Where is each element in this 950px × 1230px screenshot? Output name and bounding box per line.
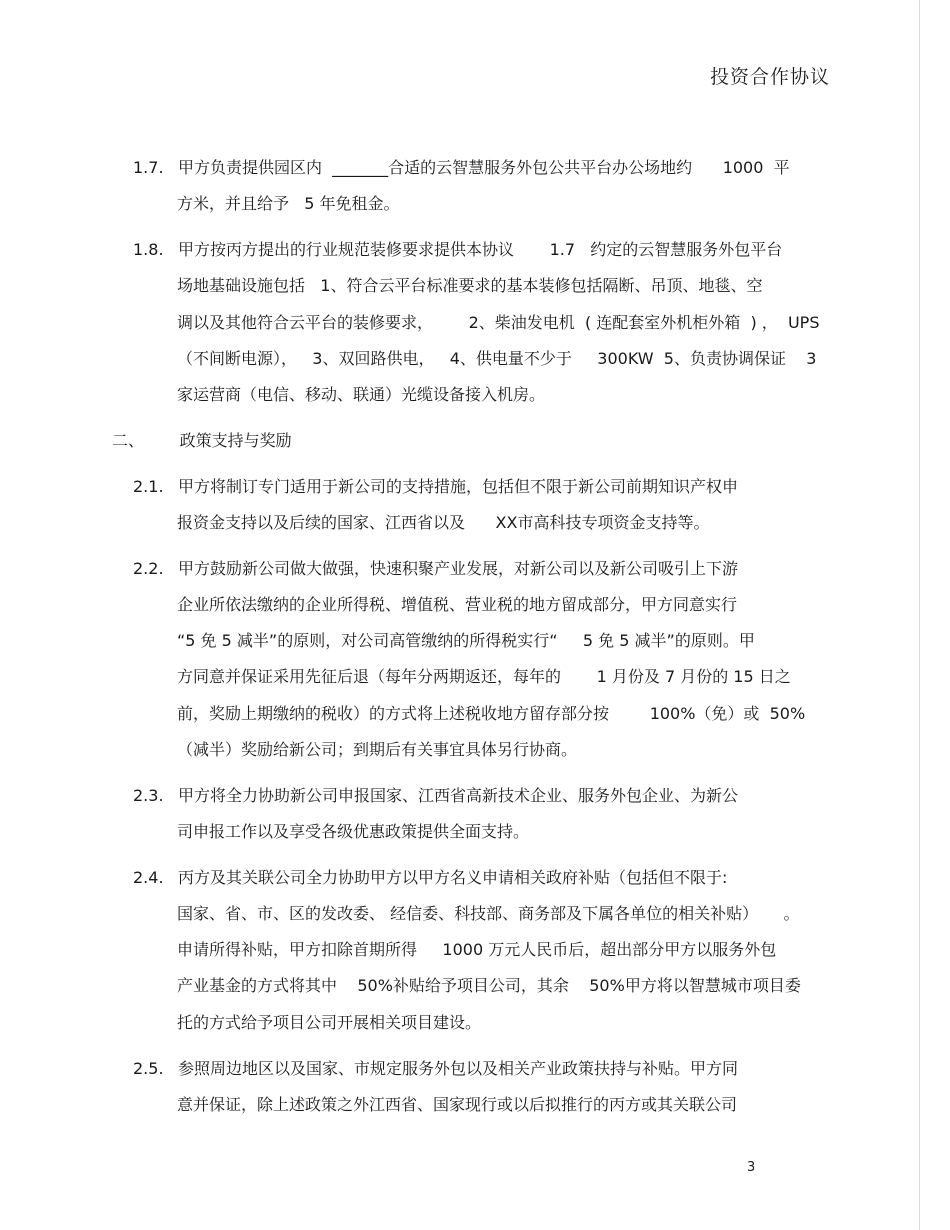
clause-text-line: 甲方负责提供园区内 _______合适的云智慧服务外包公共平台办公场地约 1000 平 bbox=[178, 158, 790, 177]
clause-text-line: 申请所得补贴，甲方扣除首期所得 1000 万元人民币后，超出部分甲方以服务外包 bbox=[177, 940, 777, 959]
clause-text-line: “5 免 5 减半”的原则，对公司高管缴纳的所得税实行“ 5 免 5 减半”的原则。甲 bbox=[177, 631, 755, 650]
clause-text-line: （减半）奖励给新公司；到期后有关事宜具体另行协商。 bbox=[177, 740, 578, 759]
clause-text-line: 甲方鼓励新公司做大做强，快速积聚产业发展，对新公司以及新公司吸引上下游 bbox=[178, 559, 739, 578]
clause-text-line: 方同意并保证采用先征后退（每年分两期返还，每年的 1 月份及 7 月份的 15 日之 bbox=[177, 667, 791, 686]
clause-number: 2.2. bbox=[133, 559, 164, 578]
clause-text-line: 调以及其他符合云平台的装修要求， 2、柴油发电机 ( 连配套室外机柜外箱 ) ， UPS bbox=[177, 313, 820, 332]
clause-number: 2.5. bbox=[133, 1059, 164, 1078]
clause-number: 2.1. bbox=[133, 477, 164, 496]
clause-text-line: 场地基础设施包括 1、符合云平台标准要求的基本装修包括隔断、吊顶、地毯、空 bbox=[177, 276, 763, 295]
clause-text-line: 企业所依法缴纳的企业所得税、增值税、营业税的地方留成部分，甲方同意实行 bbox=[177, 595, 738, 614]
page-edge bbox=[919, 0, 920, 1230]
clause-text-line: 家运营商（电信、移动、联通）光缆设备接入机房。 bbox=[177, 385, 546, 404]
clause-text-line: （不间断电源）， 3、双回路供电， 4、供电量不少于 300KW 5、负责协调保证 3 bbox=[177, 349, 817, 368]
clause-text-line: 方米，并且给予 5 年免租金。 bbox=[177, 194, 400, 213]
clause-text-line: 丙方及其关联公司全力协助甲方以甲方名义申请相关政府补贴（包括但不限于: bbox=[178, 868, 728, 887]
clause-number: 1.8. bbox=[133, 240, 164, 259]
clause-text-line: 参照周边地区以及国家、市规定服务外包以及相关产业政策扶持与补贴。甲方同 bbox=[178, 1059, 739, 1078]
clause-text-line: 意并保证，除上述政策之外江西省、国家现行或以后拟推行的丙方或其关联公司 bbox=[177, 1095, 738, 1114]
clause-text-line: 甲方将制订专门适用于新公司的支持措施，包括但不限于新公司前期知识产权申 bbox=[178, 477, 739, 496]
clause-text-line: 甲方按丙方提出的行业规范装修要求提供本协议 1.7 约定的云智慧服务外包平台 bbox=[178, 240, 783, 259]
clause-text-line: 报资金支持以及后续的国家、江西省以及 XX市高科技专项资金支持等。 bbox=[177, 513, 710, 532]
clause-number: 2.3. bbox=[133, 786, 164, 805]
clause-text-line: 国家、省、市、区的发改委、 经信委、科技部、商务部及下属各单位的相关补贴） 。 bbox=[177, 904, 800, 923]
clause-text-line: 产业基金的方式将其中 50%补贴给予项目公司，其余 50%甲方将以智慧城市项目委 bbox=[177, 976, 801, 995]
clause-text-line: 托的方式给予项目公司开展相关项目建设。 bbox=[177, 1013, 482, 1032]
clause-number: 2.4. bbox=[133, 868, 164, 887]
page-number: 3 bbox=[747, 1160, 756, 1175]
document-header-title: 投资合作协议 bbox=[709, 66, 830, 88]
section-heading: 二、 政策支持与奖励 bbox=[112, 431, 292, 450]
clause-text-line: 司申报工作以及享受各级优惠政策提供全面支持。 bbox=[177, 822, 530, 841]
clause-text-line: 甲方将全力协助新公司申报国家、江西省高新技术企业、服务外包企业、为新公 bbox=[178, 786, 739, 805]
clause-text-line: 前，奖励上期缴纳的税收）的方式将上述税收地方留存部分按 100%（免）或 50% bbox=[177, 704, 806, 723]
clause-number: 1.7. bbox=[133, 158, 164, 177]
